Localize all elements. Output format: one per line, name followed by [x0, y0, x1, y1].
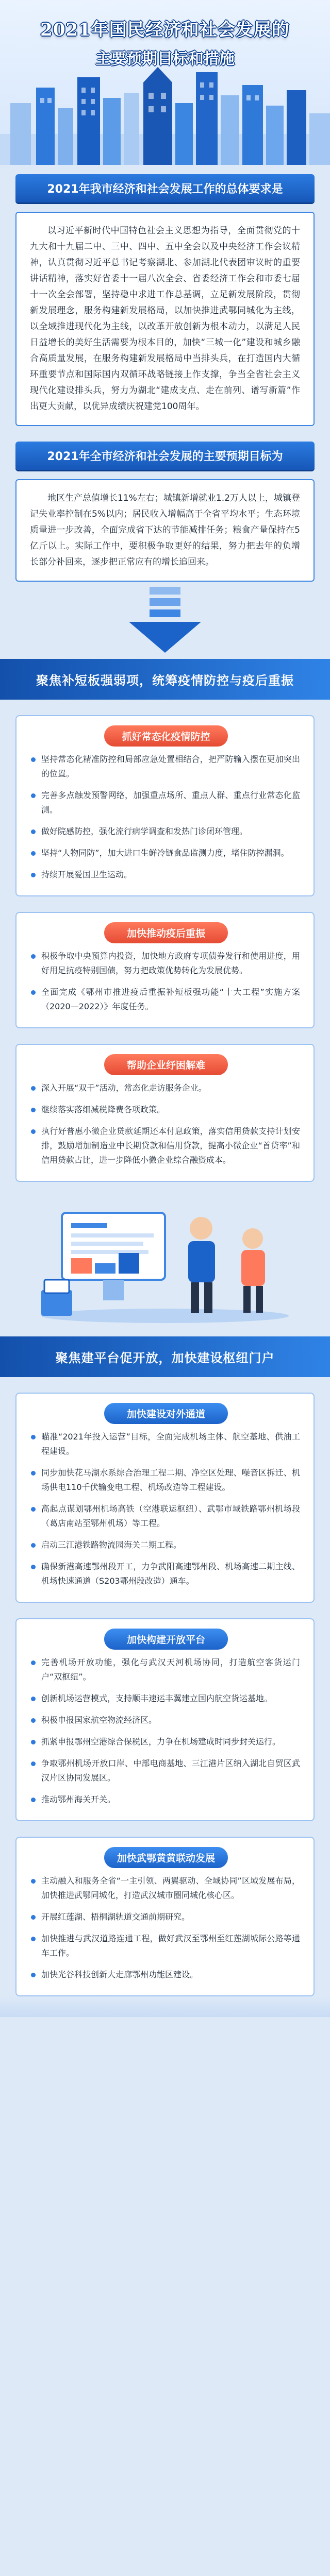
- hero-banner: [0, 0, 330, 165]
- hero-title-block: [0, 15, 330, 69]
- list-item: 抓紧申报鄂州空港综合保税区，力争在机场建成时同步封关运行。: [30, 1735, 300, 1749]
- list-item: 坚持常态化精准防控和局部应急处置相结合，把严防输入摆在更加突出的位置。: [30, 752, 300, 781]
- list-item: 深入开展“双千”活动，常态化走访服务企业。: [30, 1081, 300, 1095]
- card-regional-linkage: [15, 1837, 315, 1996]
- list-item: 启动三江港铁路物流园海关二期工程。: [30, 1538, 300, 1552]
- list-item: 瞄准“2021年投入运营”目标，全面完成机场主体、航空基地、供油工程建设。: [30, 1430, 300, 1459]
- card-tag: 抓好常态化疫情防控: [104, 725, 228, 747]
- footer-band: [0, 1996, 330, 2017]
- list-item: 加快推进与武汉道路连通工程，做好武汉至鄂州至红莲湖城际公路等通车工作。: [30, 1931, 300, 1960]
- hero-subtitle: 主要预期目标和措施: [95, 50, 235, 68]
- section-1-title: 聚焦补短板强弱项，统筹疫情防控与疫后重振: [0, 659, 330, 700]
- list-item: 持续开展爱国卫生运动。: [30, 868, 300, 882]
- list-item: 争取鄂州机场开放口岸、中部电商基地、三江港片区纳入湖北自贸区武汉片区协同发展区。: [30, 1756, 300, 1785]
- down-arrow-decoration: [0, 582, 330, 659]
- overall-requirement-heading: 2021年我市经济和社会发展工作的总体要求是: [15, 174, 315, 202]
- list-item: 高起点谋划鄂州机场高铁（空港联运枢纽）、武鄂市域铁路鄂州机场段（葛店南站至鄂州机场）等工程。: [30, 1502, 300, 1531]
- hero-title: 2021年国民经济和社会发展的: [40, 20, 290, 40]
- list-item: 做好院感防控，强化流行病学调查和发热门诊闭环管理。: [30, 824, 300, 839]
- card-tag: 帮助企业纾困解难: [104, 1054, 228, 1075]
- list-item: 完善机场开放功能，强化与武汉天河机场协同，打造航空客货运门户“双枢纽”。: [30, 1655, 300, 1684]
- city-skyline-illustration: [0, 57, 330, 165]
- card-tag: 加快推动疫后重振: [104, 922, 228, 943]
- list-item: 坚持“人物同防”，加大进口生鲜冷链食品监测力度，堵住防控漏洞。: [30, 846, 300, 860]
- card-epidemic-control: [15, 715, 315, 896]
- down-arrow-icon: [124, 587, 206, 654]
- card-open-platform: [15, 1618, 315, 1821]
- targets-heading: 2021年全市经济和社会发展的主要预期目标为: [15, 442, 315, 470]
- list-item: 完善多点触发预警网络，加强重点场所、重点人群、重点行业常态化监测。: [30, 788, 300, 817]
- card-tag: 加快武鄂黄黄联动发展: [104, 1847, 228, 1868]
- overall-requirement-text: 以习近平新时代中国特色社会主义思想为指导，全面贯彻党的十九大和十九届二中、三中、四中、五中全会以及中央经济工作会议精神，认真贯彻习近平总书记考察湖北、参加湖北代表团审议时的重要讲话精神，落实好省委十一届八次全会、省委经济工作会和市委七届十一次全会部署，坚持稳中求进工作总基调，立足新发展阶段，贯彻新发展理念，服务构建新发展格局，以加快推进武鄂同城化为主线，以全域推进现代化为主线，以改革开放创新为根本动力，以满足人民日益增长的美好生活需要为根本目的，加快“三城一化”建设和城乡融合高质量发展，在服务构建新发展格局中当排头兵，在打造国内大循环重要节点和国际国内双循环战略链接上作支撑，争当全省社会主义现代化建设排头兵，努力为湖北“建成支点、走在前列、谱写新篇”作出更大贡献，以优异成绩庆祝建党100周年。: [15, 212, 315, 426]
- card-recovery: [15, 912, 315, 1028]
- office-workers-illustration: [0, 1182, 330, 1336]
- card-tag: 加快构建开放平台: [104, 1629, 228, 1650]
- card-external-channels: [15, 1393, 315, 1603]
- list-item: 积极争取中央预算内投资，加快地方政府专项债券发行和使用进度，用好用足抗疫特别国债，努力把政策优势转化为发展优势。: [30, 949, 300, 978]
- office-scene-icon: [31, 1192, 299, 1326]
- list-item: 积极申报国家航空物流经济区。: [30, 1713, 300, 1727]
- list-item: 推动鄂州海关开关。: [30, 1792, 300, 1807]
- list-item: 主动融入和服务全省“一主引领、两翼驱动、全域协同”区域发展布局，加快推进武鄂同城化，打造武汉城市圈同城化核心区。: [30, 1874, 300, 1903]
- list-item: 加快光谷科技创新大走廊鄂州功能区建设。: [30, 1968, 300, 1982]
- list-item: 开展红莲湖、梧桐湖轨道交通前期研究。: [30, 1910, 300, 1924]
- card-enterprise-relief: [15, 1044, 315, 1182]
- list-item: 创新机场运营模式，支持顺丰速运丰翼建立国内航空货运基地。: [30, 1691, 300, 1706]
- card-tag: 加快建设对外通道: [104, 1403, 228, 1424]
- section-2-title: 聚焦建平台促开放，加快建设枢纽门户: [0, 1336, 330, 1377]
- list-item: 同步加快花马湖水系综合治理工程二期、净空区处理、噪音区拆迁、机场供电110千伏输变电工程、机场改造等工程建设。: [30, 1466, 300, 1495]
- targets-text: 地区生产总值增长11%左右；城镇新增就业1.2万人以上，城镇登记失业率控制在5%以内；居民收入增幅高于全省平均水平；生态环境质量进一步改善，全面完成省下达的节能减排任务；粮食产量保持在5亿斤以上。实际工作中，要积极争取更好的结果，努力把去年的负增长部分补回来，逐步把正常应有的增长追回来。: [15, 479, 315, 582]
- list-item: 继续落实落细减税降费各项政策。: [30, 1103, 300, 1117]
- list-item: 确保新港高速鄂州段开工，力争武阳高速鄂州段、机场高速二期主线、机场快速通道（S203鄂州段改造）通车。: [30, 1560, 300, 1588]
- list-item: 全面完成《鄂州市推进疫后重振补短板强功能“十大工程”实施方案（2020—2022）》年度任务。: [30, 985, 300, 1014]
- list-item: 执行好普惠小微企业贷款延期还本付息政策，落实信用贷款支持计划安排，鼓励增加制造业中长期贷款和信用贷款，提高小微企业“首贷率”和信用贷款占比，进一步降低小微企业综合融资成本。: [30, 1124, 300, 1167]
